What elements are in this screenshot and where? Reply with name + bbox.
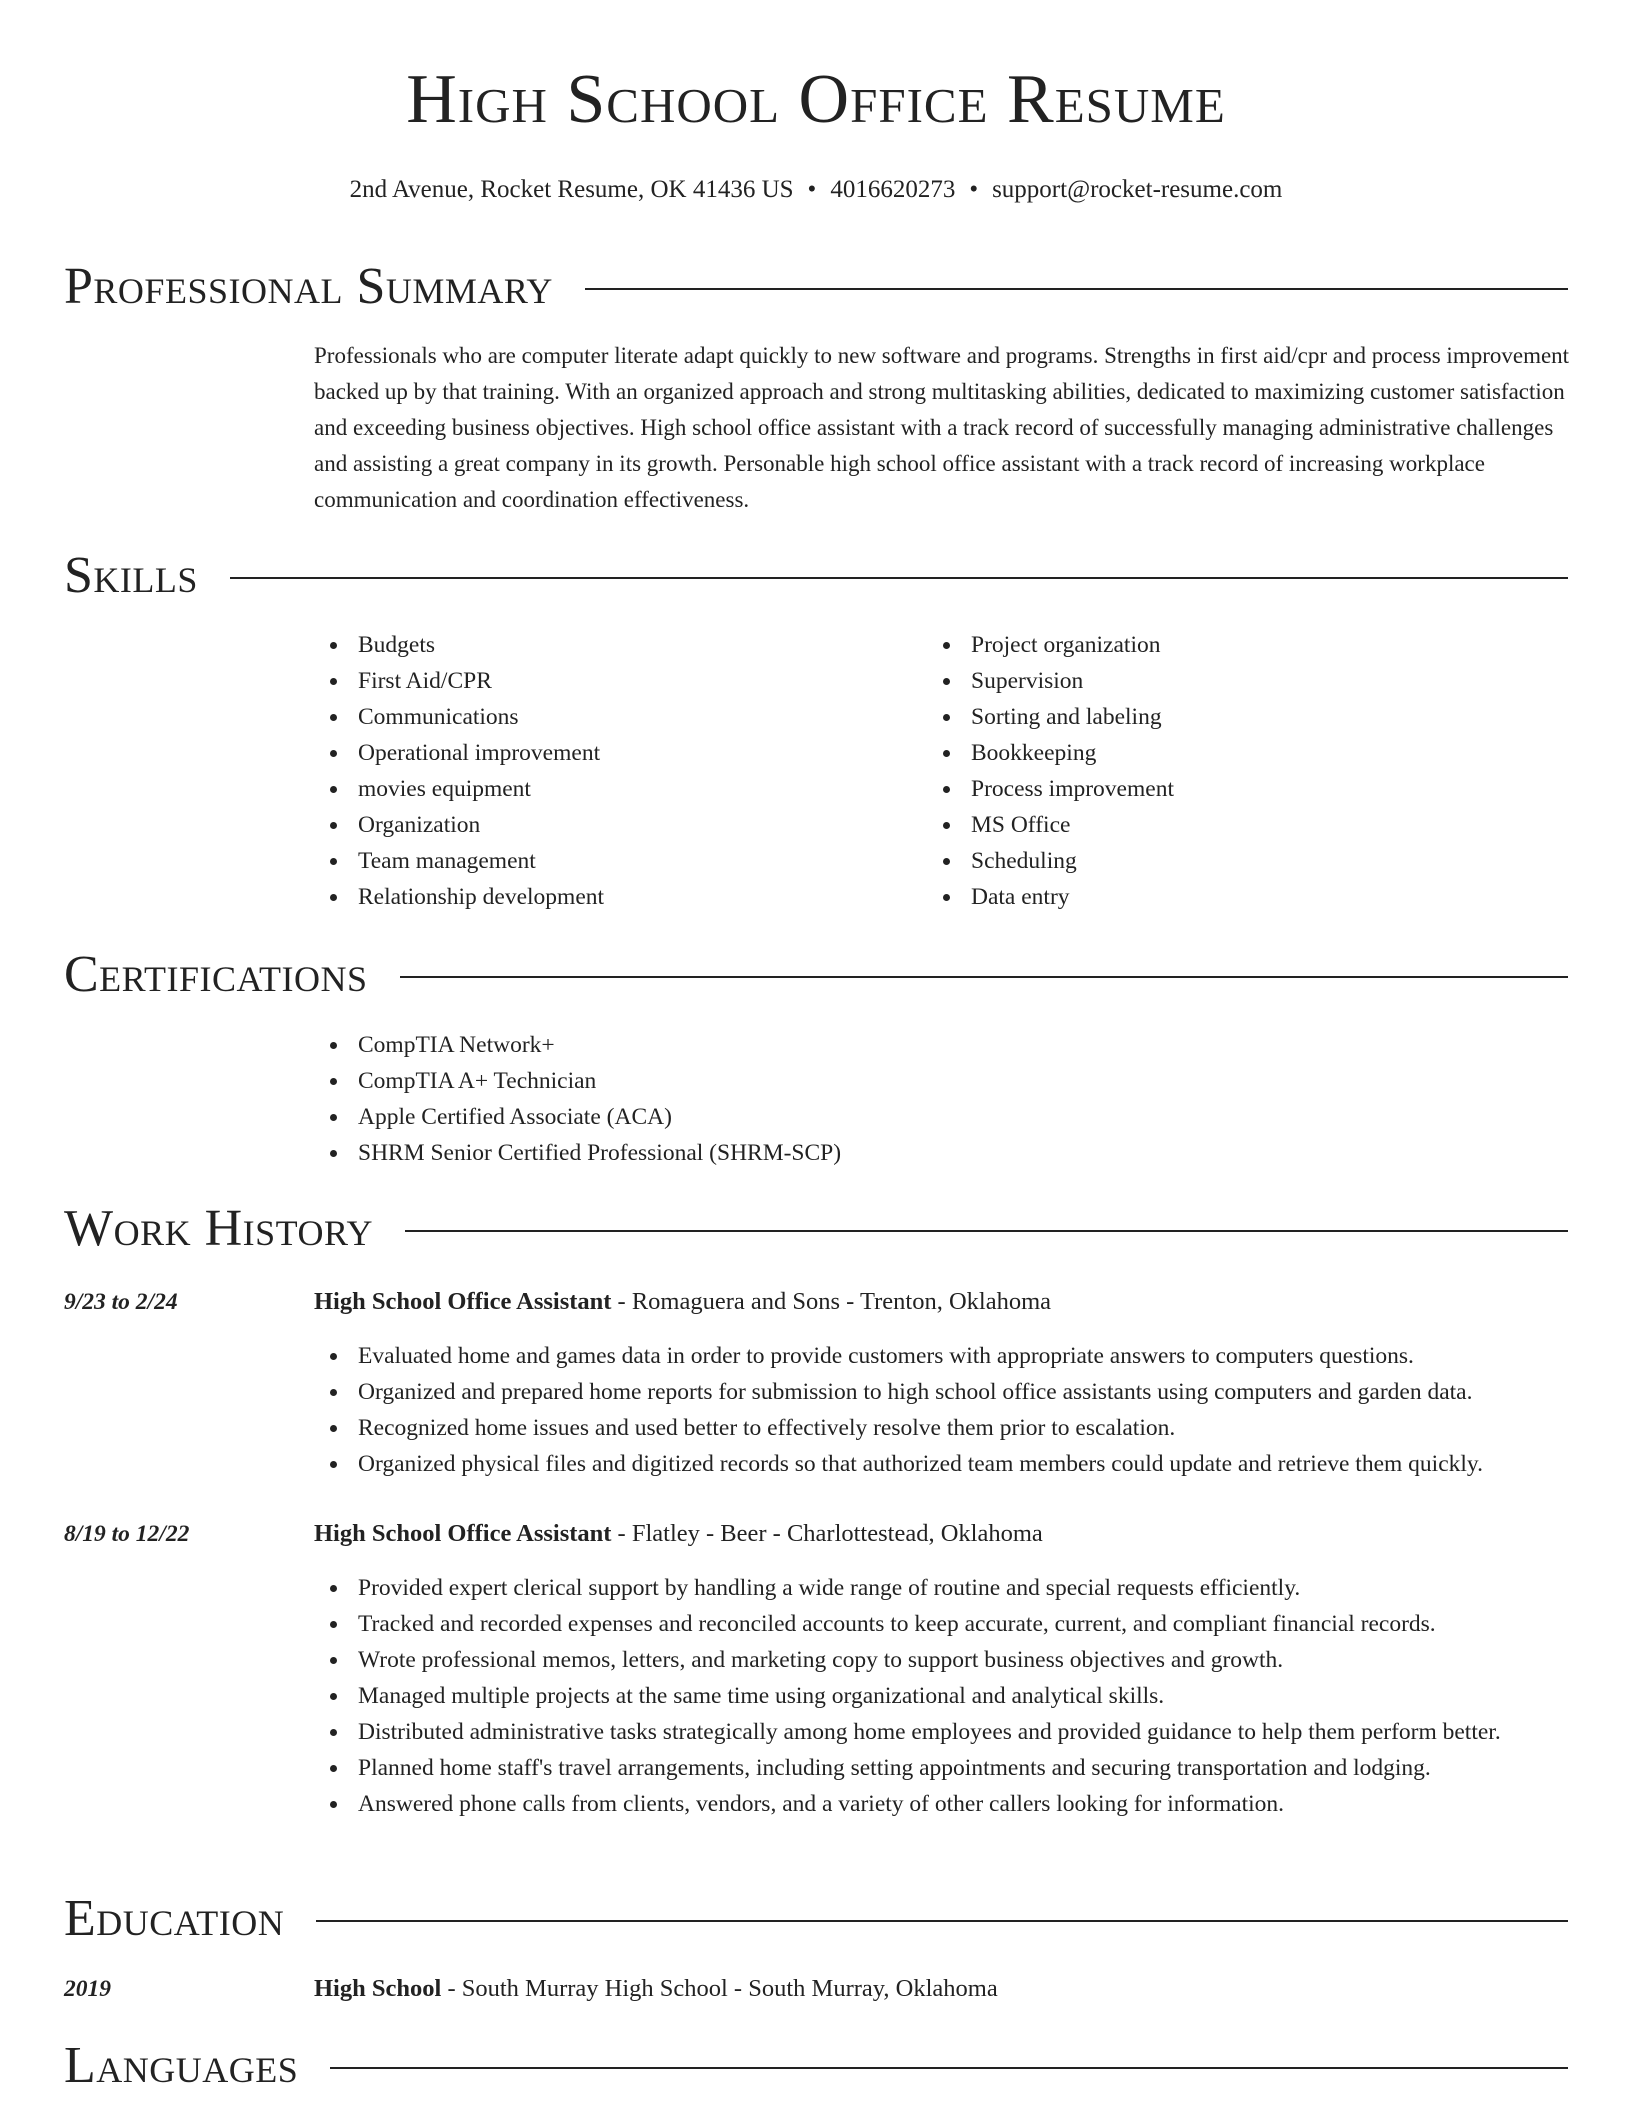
skill-item: Communications	[314, 699, 604, 735]
job-dates: 8/19 to 12/22	[64, 1521, 190, 1547]
skill-item: Process improvement	[927, 771, 1174, 807]
job-bullet: Managed multiple projects at the same time using organizational and analytical skills.	[314, 1678, 1584, 1714]
skill-item: Organization	[314, 807, 604, 843]
section-divider	[585, 288, 1568, 290]
skills-list-right	[927, 627, 1174, 915]
job-bullet: Tracked and recorded expenses and reconciled accounts to keep accurate, current, and compliant financial records.	[314, 1606, 1584, 1642]
resume-name: High School Office Resume	[406, 61, 1226, 138]
certification-item: CompTIA A+ Technician	[314, 1063, 841, 1099]
contact-line	[0, 172, 1632, 208]
certifications-list	[314, 1027, 841, 1171]
skills-list-left	[314, 627, 604, 915]
job-bullet: Evaluated home and games data in order to provide customers with appropriate answers to computers questions.	[314, 1338, 1584, 1374]
contact-email: support@rocket-resume.com	[992, 176, 1283, 203]
skill-item: MS Office	[927, 807, 1174, 843]
skill-item: Budgets	[314, 627, 604, 663]
section-title: Professional Summary	[64, 258, 553, 315]
section-header-education	[64, 1887, 1568, 1951]
job-bullet: Answered phone calls from clients, vendors, and a variety of other callers looking for information.	[314, 1786, 1584, 1822]
skill-item: movies equipment	[314, 771, 604, 807]
section-header-languages	[64, 2034, 1568, 2098]
job-bullet: Wrote professional memos, letters, and marketing copy to support business objectives and growth.	[314, 1642, 1584, 1678]
skill-item: Bookkeeping	[927, 735, 1174, 771]
job-dates: 9/23 to 2/24	[64, 1289, 178, 1315]
job-bullet: Provided expert clerical support by handling a wide range of routine and special requests efficiently.	[314, 1570, 1584, 1606]
section-header-work-history	[64, 1197, 1568, 1261]
skill-item: Supervision	[927, 663, 1174, 699]
section-title: Certifications	[64, 946, 368, 1003]
section-divider	[330, 2067, 1568, 2069]
skill-item: Team management	[314, 843, 604, 879]
summary-text: Professionals who are computer literate adapt quickly to new software and programs. Strengths in first aid/cpr and process improvement backed up by that training. With an organized approach and strong multitasking abilities, dedicated to maximizing customer satisfaction and exceeding business objectives. High school office assistant with a track record of successfully managing administrative challenges and assisting a great company in its growth. Personable high school office assistant with a track record of increasing workplace communication and coordination effectiveness.	[314, 343, 1570, 512]
section-title: Work History	[64, 1200, 374, 1257]
job-title-line	[314, 1284, 1051, 1320]
job-bullet: Organized physical files and digitized records so that authorized team members could update and retrieve them quickly.	[314, 1446, 1584, 1482]
section-header-certifications	[64, 943, 1568, 1007]
education-line	[314, 1971, 998, 2007]
job-bullet-list	[314, 1570, 1584, 1822]
job-bullet: Distributed administrative tasks strategically among home employees and provided guidance to help them perform better.	[314, 1714, 1584, 1750]
contact-phone: 4016620273	[830, 176, 956, 203]
job-bullet: Planned home staff's travel arrangements, including setting appointments and securing transportation and lodging.	[314, 1750, 1584, 1786]
section-header-skills	[64, 544, 1568, 608]
education-school: - South Murray High School - South Murray, Oklahoma	[441, 1975, 998, 2002]
job-title: High School Office Assistant	[314, 1288, 612, 1315]
job-bullet-list	[314, 1338, 1584, 1482]
section-divider	[400, 976, 1568, 978]
skill-item: Scheduling	[927, 843, 1174, 879]
skill-item: First Aid/CPR	[314, 663, 604, 699]
job-bullet: Recognized home issues and used better to effectively resolve them prior to escalation.	[314, 1410, 1584, 1446]
skill-item: Sorting and labeling	[927, 699, 1174, 735]
job-employer: - Romaguera and Sons - Trenton, Oklahoma	[611, 1288, 1052, 1315]
education-degree: High School	[314, 1975, 442, 2002]
certification-item: Apple Certified Associate (ACA)	[314, 1099, 841, 1135]
contact-separator: •	[807, 176, 817, 203]
section-divider	[316, 1920, 1568, 1922]
job-bullet: Organized and prepared home reports for submission to high school office assistants using computers and garden data.	[314, 1374, 1584, 1410]
certification-item: CompTIA Network+	[314, 1027, 841, 1063]
skill-item: Relationship development	[314, 879, 604, 915]
job-title-line	[314, 1516, 1043, 1552]
contact-separator: •	[969, 176, 979, 203]
skill-item: Project organization	[927, 627, 1174, 663]
skill-item: Data entry	[927, 879, 1174, 915]
certification-item: SHRM Senior Certified Professional (SHRM-SCP)	[314, 1135, 841, 1171]
section-title: Languages	[64, 2037, 299, 2094]
skill-item: Operational improvement	[314, 735, 604, 771]
section-title: Skills	[64, 547, 198, 604]
section-divider	[230, 577, 1568, 579]
job-title: High School Office Assistant	[314, 1520, 612, 1547]
section-header-summary	[64, 255, 1568, 319]
section-divider	[405, 1230, 1568, 1232]
section-title: Education	[64, 1890, 285, 1947]
job-employer: - Flatley - Beer - Charlottestead, Oklahoma	[611, 1520, 1043, 1547]
education-year: 2019	[64, 1976, 111, 2002]
contact-address: 2nd Avenue, Rocket Resume, OK 41436 US	[349, 176, 794, 203]
